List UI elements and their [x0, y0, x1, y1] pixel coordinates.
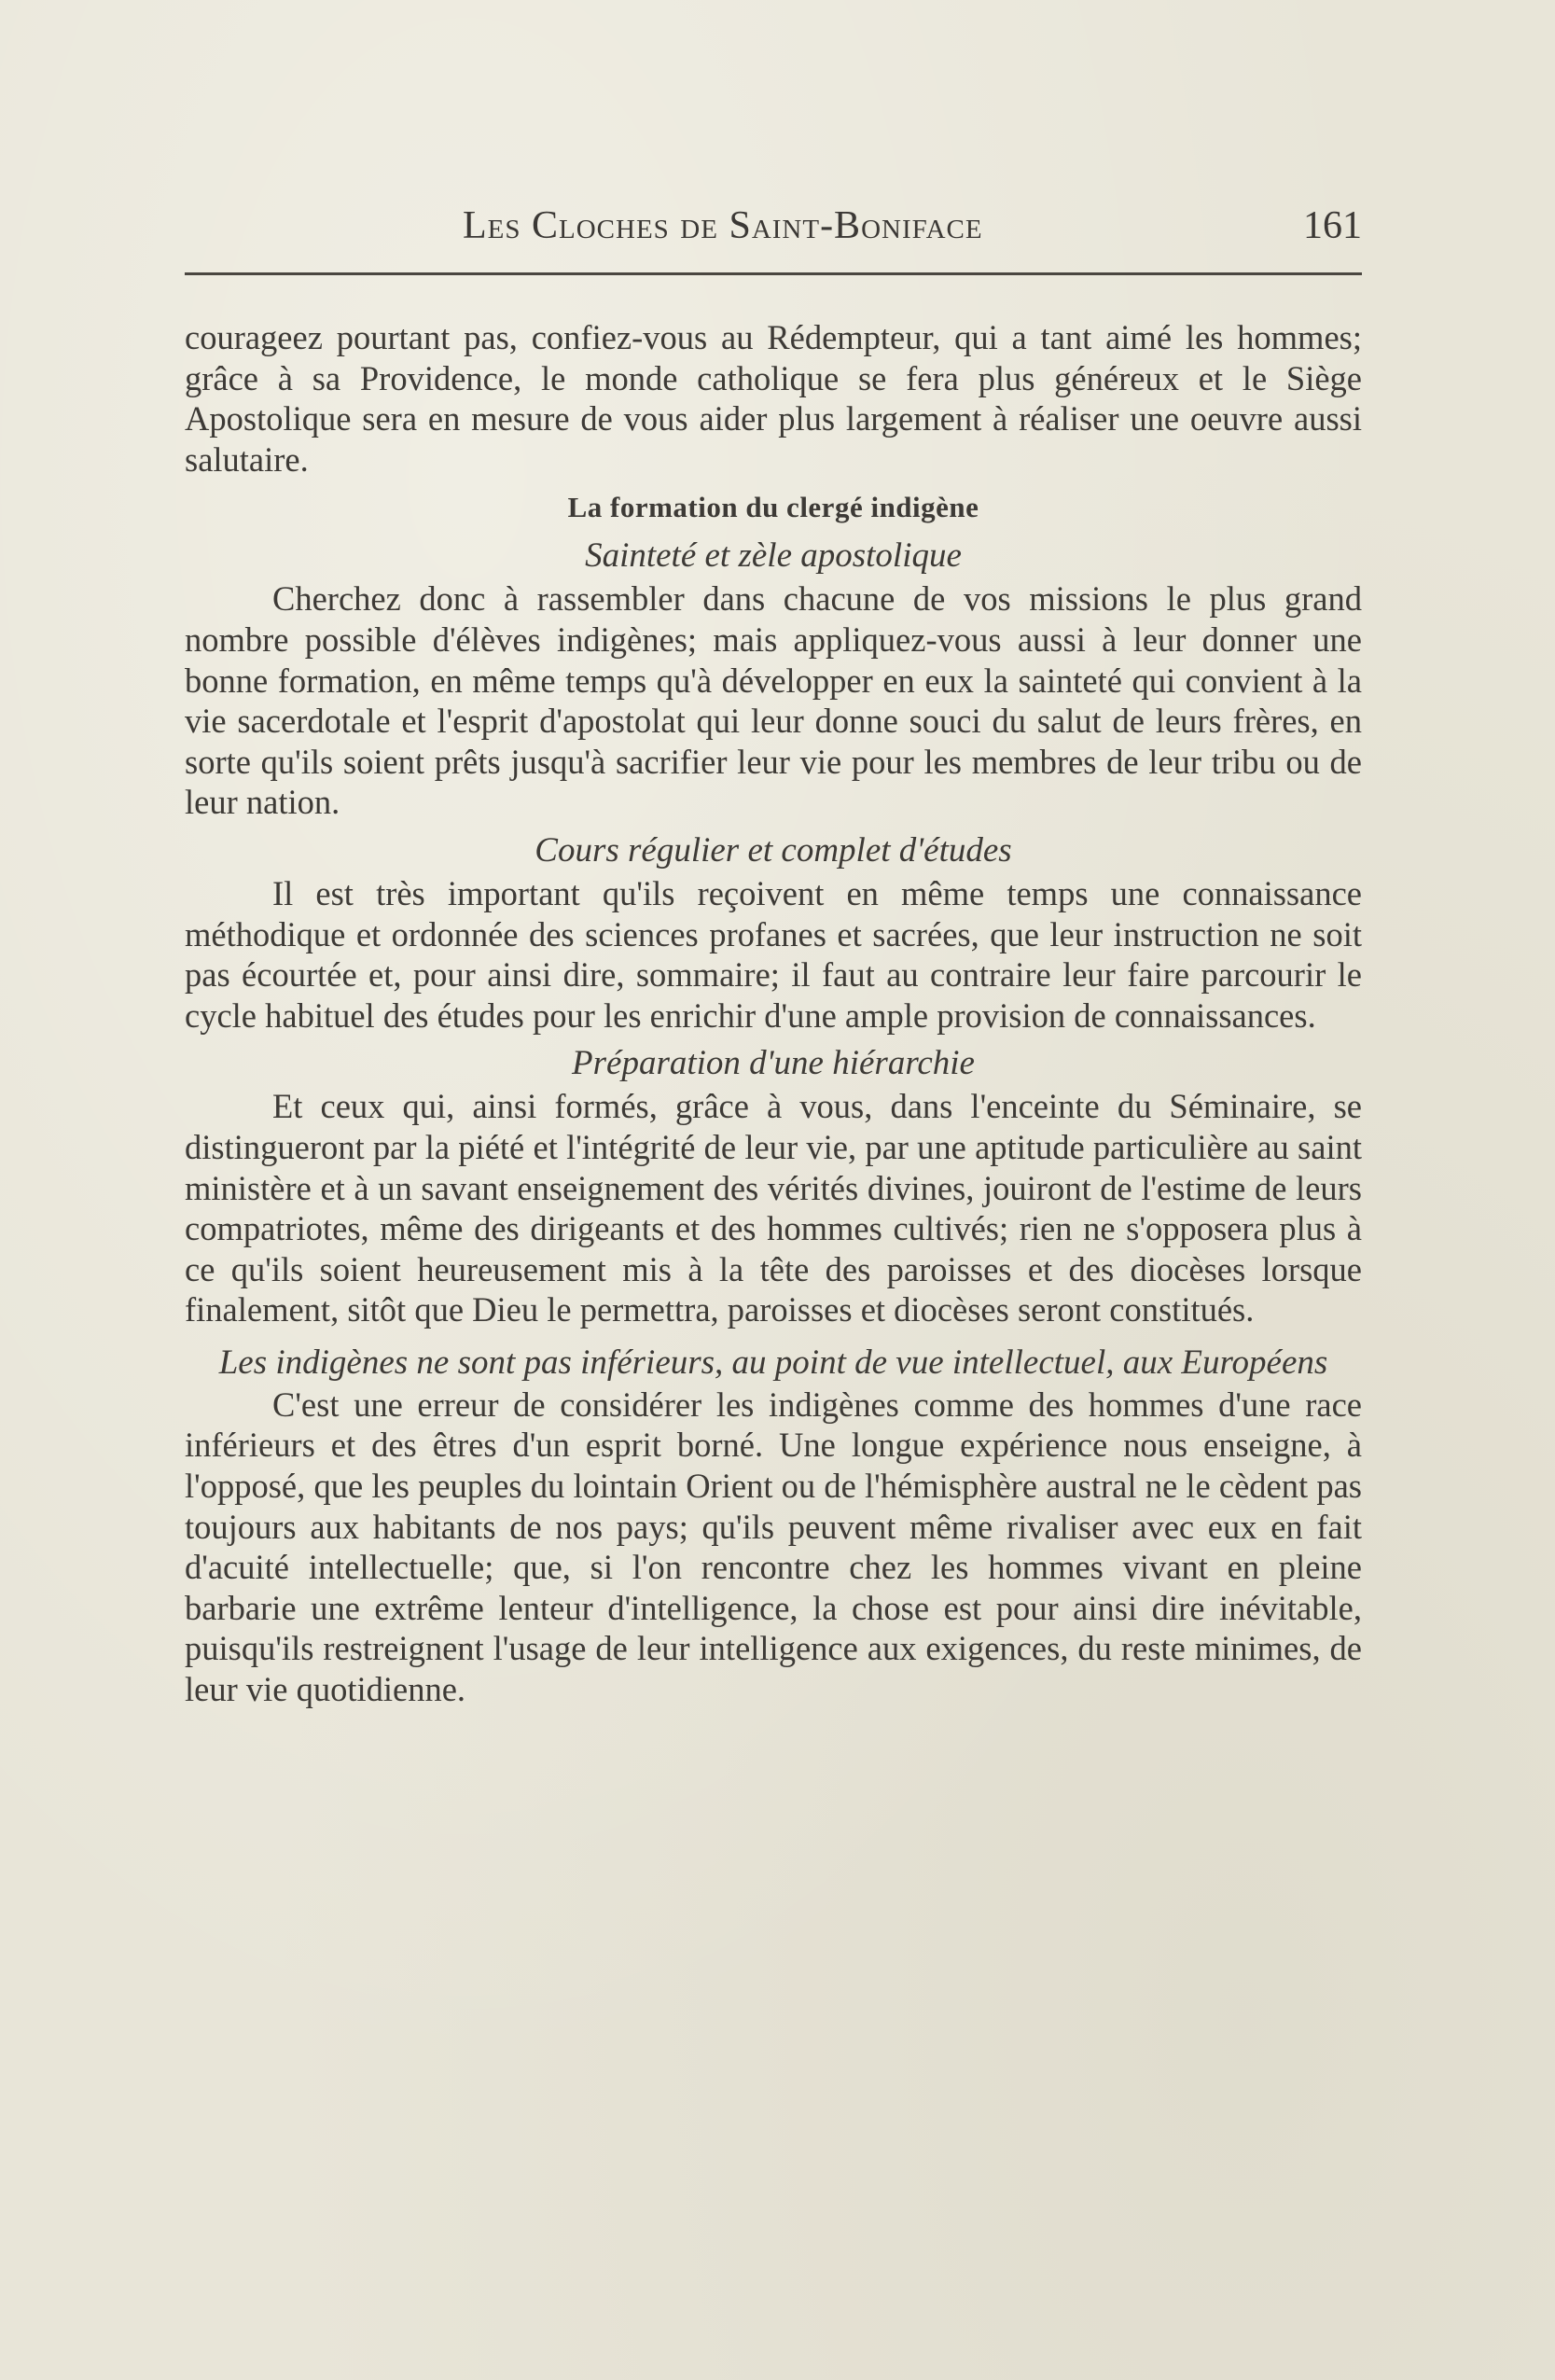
subheading-preparation: Préparation d'une hiérarchie: [572, 1044, 975, 1083]
page-number: 161: [1303, 204, 1362, 247]
section-heading-main: La formation du clergé indigène: [567, 491, 979, 524]
paragraph-saintete: Cherchez donc à rassembler dans chacune de vos missions le plus grand nombre possible d'élèves indigènes; mais appliquez-vous aussi à leur donner une bonne formation, en même temps qu'à développer en eux la sainteté qui convient à la vie sacerdotale et l'esprit d'apostolat qui leur donne souci du salut de leurs frères, en sorte qu'ils soient prêts jusqu'à sacrifier leur vie pour les membres de leur tribu ou de leur nation.: [185, 579, 1362, 822]
paragraph-indigenes: C'est une erreur de considérer les indigènes comme des hommes d'une race inférieurs et des êtres d'un esprit borné. Une longue expérience nous enseigne, à l'opposé, que les peuples du lointain Orient ou de l'hémisphère austral ne le cèdent pas toujours aux habitants de nos pays; qu'ils peuvent même rivaliser avec eux en fait d'acuité intellectuelle; que, si l'on rencontre chez les hommes vivant en pleine barbarie une extrême lenteur d'intelligence, la chose est pour ainsi dire inévitable, puisqu'ils restreignent l'usage de leur intelligence aux exigences, du reste minimes, de leur vie quotidienne.: [185, 1385, 1362, 1709]
paragraph-cours: Il est très important qu'ils reçoivent en même temps une connaissance méthodique et ordonnée des sciences profanes et sacrées, que leur instruction ne soit pas écourtée et, pour ainsi dire, sommaire; il faut au contraire leur faire parcourir le cycle habituel des études pour les enrichir d'une ample provision de connaissances.: [185, 873, 1362, 1035]
page-header: [185, 203, 1362, 259]
subheading-indigenes: Les indigènes ne sont pas inférieurs, au point de vue intellectuel, aux Européens: [218, 1343, 1328, 1382]
subheading-saintete: Sainteté et zèle apostolique: [585, 536, 962, 576]
body-text: [185, 317, 1362, 1710]
subheading-cours: Cours régulier et complet d'études: [535, 830, 1012, 870]
header-rule: [185, 272, 1362, 275]
paragraph-preparation: Et ceux qui, ainsi formés, grâce à vous, dans l'enceinte du Séminaire, se distingueront par la piété et l'intégrité de leur vie, par une aptitude particulière au saint ministère et à un savant enseignement des vérités divines, jouiront de l'estime de leurs compatriotes, même des dirigeants et des hommes cultivés; rien ne s'opposera plus à ce qu'ils soient heureusement mis à la tête des paroisses et des diocèses lorsque finalement, sitôt que Dieu le permettra, paroisses et diocèses seront constitués.: [185, 1087, 1362, 1329]
paragraph-intro: courageez pourtant pas, confiez-vous au Rédempteur, qui a tant aimé les hommes; grâce à sa Providence, le monde catholique se fera plus généreux et le Siège Apostolique sera en mesure de vous aider plus largement à réaliser une oeuvre aussi salutaire.: [185, 318, 1362, 479]
running-title: Les Cloches de Saint-Boniface: [463, 204, 983, 247]
